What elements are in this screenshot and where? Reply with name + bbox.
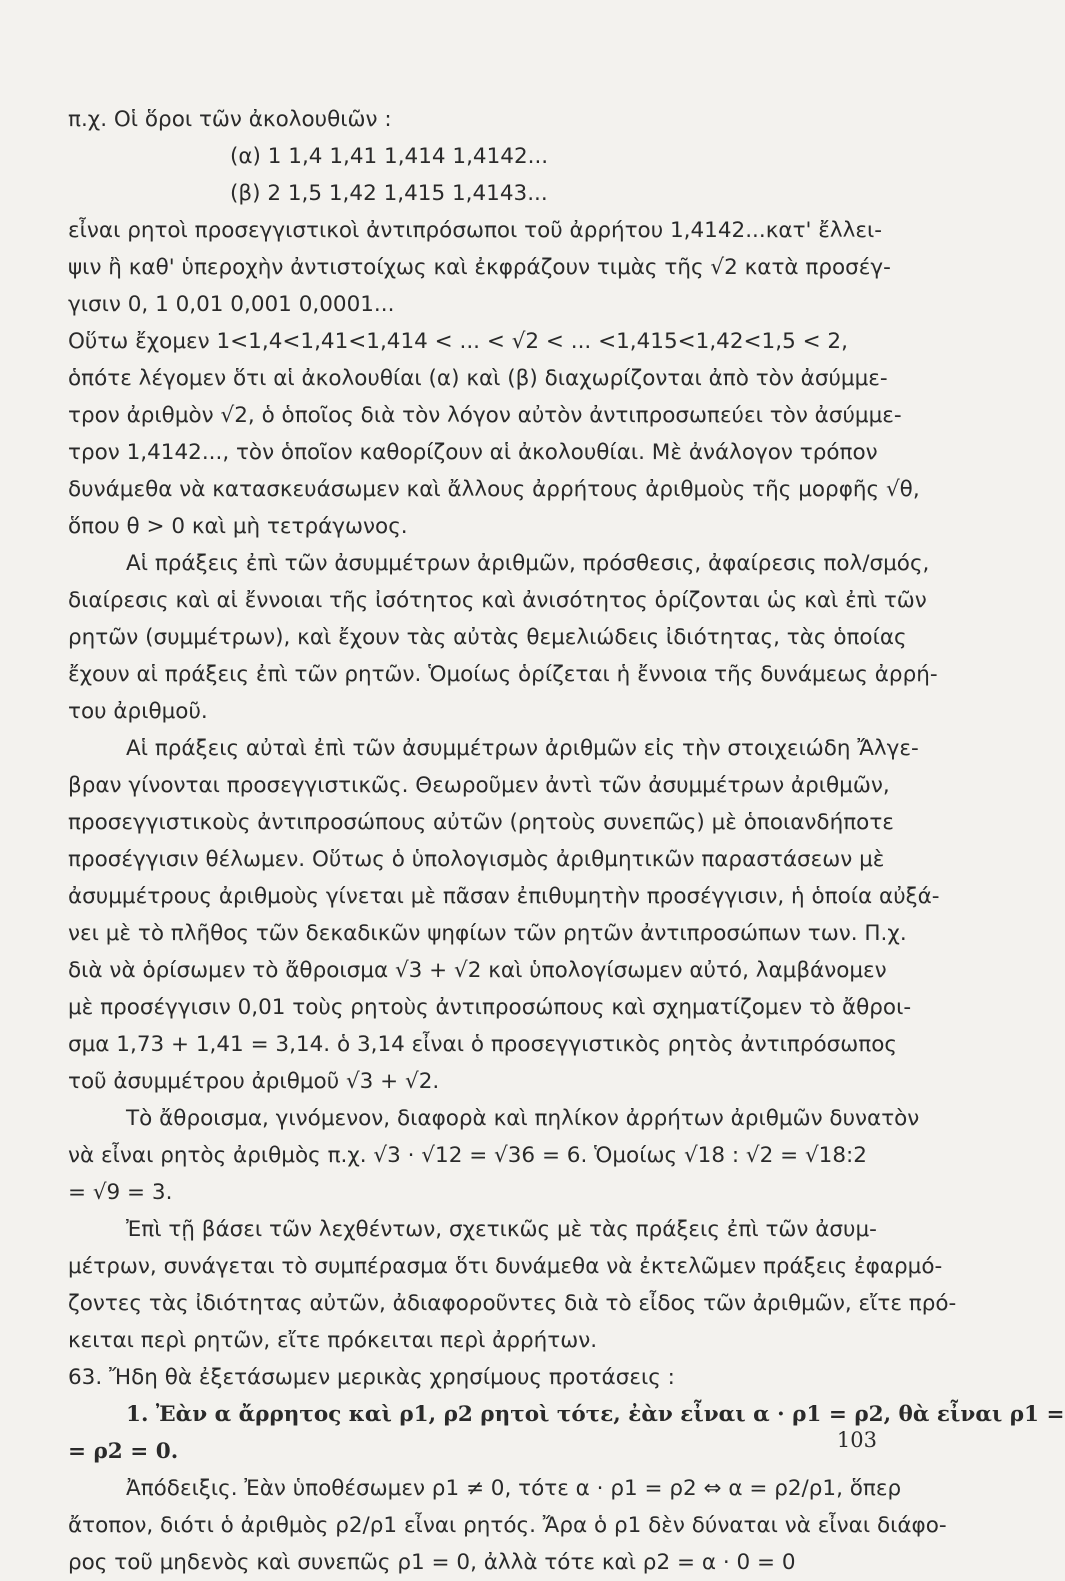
sequence-alpha: (α) 1 1,4 1,41 1,414 1,4142... bbox=[230, 144, 549, 169]
text-line: νὰ εἶναι ρητὸς ἀριθμὸς π.χ. √3 · √12 = √36 = 6. Ὁμοίως √18 : √2 = √18:2 bbox=[68, 1143, 867, 1168]
text-line: ψιν ἢ καθ' ὑπεροχὴν ἀντιστοίχως καὶ ἐκφράζουν τιμὰς τῆς √2 κατὰ προσέγ- bbox=[68, 255, 891, 280]
text-line: τρον ἀριθμὸν √2, ὁ ὁποῖος διὰ τὸν λόγον αὐτὸν ἀντιπροσωπεύει τὸν ἀσύμμε- bbox=[68, 403, 902, 428]
paragraph-start: Αἱ πράξεις ἐπὶ τῶν ἀσυμμέτρων ἀριθμῶν, πρόσθεσις, ἀφαίρεσις πολ/σμός, bbox=[126, 551, 930, 576]
paragraph-start: Αἱ πράξεις αὐταὶ ἐπὶ τῶν ἀσυμμέτρων ἀριθμῶν εἰς τὴν στοιχειώδη Ἄλγε- bbox=[126, 736, 919, 761]
text-line: = √9 = 3. bbox=[68, 1180, 173, 1205]
text-line: νει μὲ τὸ πλῆθος τῶν δεκαδικῶν ψηφίων τῶν ρητῶν ἀντιπροσώπων των. Π.χ. bbox=[68, 921, 907, 946]
text-line: μὲ προσέγγισιν 0,01 τοὺς ρητοὺς ἀντιπροσώπους καὶ σχηματίζομεν τὸ ἄθροι- bbox=[68, 995, 912, 1020]
section-heading: 63. Ἤδη θὰ ἐξετάσωμεν μερικὰς χρησίμους προτάσεις : bbox=[68, 1365, 675, 1390]
text-line: σμα 1,73 + 1,41 = 3,14. ὁ 3,14 εἶναι ὁ προσεγγιστικὸς ρητὸς ἀντιπρόσωπος bbox=[68, 1032, 897, 1057]
text-line: του ἀριθμοῦ. bbox=[68, 699, 208, 724]
text-line: εἶναι ρητοὶ προσεγγιστικοὶ ἀντιπρόσωποι τοῦ ἀρρήτου 1,4142...κατ' ἔλλει- bbox=[68, 218, 882, 243]
text-line: ἀσυμμέτρους ἀριθμοὺς γίνεται μὲ πᾶσαν ἐπιθυμητὴν προσέγγισιν, ἡ ὁποία αὐξά- bbox=[68, 884, 940, 909]
text-line: τρον 1,4142..., τὸν ὁποῖον καθορίζουν αἱ ἀκολουθίαι. Μὲ ἀνάλογον τρόπον bbox=[68, 440, 878, 465]
text-line: μέτρων, συνάγεται τὸ συμπέρασμα ὅτι δυνάμεθα νὰ ἐκτελῶμεν πράξεις ἐφαρμό- bbox=[68, 1254, 943, 1279]
text-line: ζοντες τὰς ἰδιότητας αὐτῶν, ἀδιαφοροῦντες διὰ τὸ εἶδος τῶν ἀριθμῶν, εἴτε πρό- bbox=[68, 1291, 957, 1316]
text-line: βραν γίνονται προσεγγιστικῶς. Θεωροῦμεν ἀντὶ τῶν ἀσυμμέτρων ἀριθμῶν, bbox=[68, 773, 890, 798]
page-number: 103 bbox=[836, 1428, 877, 1452]
text-line: προσεγγιστικοὺς ἀντιπροσώπους αὐτῶν (ρητοὺς συνεπῶς) μὲ ὁποιανδήποτε bbox=[68, 810, 894, 835]
proposition-statement-cont: = ρ2 = 0. bbox=[68, 1439, 179, 1464]
paragraph-start: Ἐπὶ τῇ βάσει τῶν λεχθέντων, σχετικῶς μὲ τὰς πράξεις ἐπὶ τῶν ἀσυμ- bbox=[126, 1217, 877, 1242]
text-line: ἔχουν αἱ πράξεις ἐπὶ τῶν ρητῶν. Ὁμοίως ὁρίζεται ἡ ἔννοια τῆς δυνάμεως ἀρρή- bbox=[68, 662, 938, 687]
paragraph-start: Τὸ ἄθροισμα, γινόμενον, διαφορὰ καὶ πηλίκον ἀρρήτων ἀριθμῶν δυνατὸν bbox=[126, 1106, 920, 1131]
page-text bbox=[68, 101, 1065, 1581]
sequence-beta: (β) 2 1,5 1,42 1,415 1,4143... bbox=[230, 181, 548, 206]
text-line: διὰ νὰ ὁρίσωμεν τὸ ἄθροισμα √3 + √2 καὶ ὑπολογίσωμεν αὐτό, λαμβάνομεν bbox=[68, 958, 887, 983]
text-line: προσέγγισιν θέλωμεν. Οὕτως ὁ ὑπολογισμὸς ἀριθμητικῶν παραστάσεων μὲ bbox=[68, 847, 885, 872]
proof-line: ἄτοπον, διότι ὁ ἀριθμὸς ρ2/ρ1 εἶναι ρητός. Ἄρα ὁ ρ1 δὲν δύναται νὰ εἶναι διάφο- bbox=[68, 1513, 947, 1538]
text-line: ρητῶν (συμμέτρων), καὶ ἔχουν τὰς αὐτὰς θεμελιώδεις ἰδιότητας, τὰς ὁποίας bbox=[68, 625, 907, 650]
text-line: π.χ. Οἱ ὅροι τῶν ἀκολουθιῶν : bbox=[68, 107, 392, 132]
proposition-statement: 1. Ἐὰν α ἄρρητος καὶ ρ1, ρ2 ρητοὶ τότε, ἐὰν εἶναι α · ρ1 = ρ2, θὰ εἶναι ρ1 = bbox=[126, 1402, 1065, 1427]
proof-line: ρος τοῦ μηδενὸς καὶ συνεπῶς ρ1 = 0, ἀλλὰ τότε καὶ ρ2 = α · 0 = 0 bbox=[68, 1550, 796, 1575]
text-line: γισιν 0, 1 0,01 0,001 0,0001... bbox=[68, 292, 395, 317]
text-line: διαίρεσις καὶ αἱ ἔννοιαι τῆς ἰσότητος καὶ ἀνισότητος ὁρίζονται ὡς καὶ ἐπὶ τῶν bbox=[68, 588, 927, 613]
inequality-line: Οὕτω ἔχομεν 1<1,4<1,41<1,414 < ... < √2 < ... <1,415<1,42<1,5 < 2, bbox=[68, 329, 848, 354]
text-line: δυνάμεθα νὰ κατασκευάσωμεν καὶ ἄλλους ἀρρήτους ἀριθμοὺς τῆς μορφῆς √θ, bbox=[68, 477, 920, 502]
text-line: ὅπου θ > 0 καὶ μὴ τετράγωνος. bbox=[68, 514, 408, 539]
proof-line: Ἀπόδειξις. Ἐὰν ὑποθέσωμεν ρ1 ≠ 0, τότε α · ρ1 = ρ2 ⇔ α = ρ2/ρ1, ὅπερ bbox=[126, 1476, 902, 1501]
text-line: τοῦ ἀσυμμέτρου ἀριθμοῦ √3 + √2. bbox=[68, 1069, 440, 1094]
text-line: κειται περὶ ρητῶν, εἴτε πρόκειται περὶ ἀρρήτων. bbox=[68, 1328, 598, 1353]
text-line: ὁπότε λέγομεν ὅτι αἱ ἀκολουθίαι (α) καὶ (β) διαχωρίζονται ἀπὸ τὸν ἀσύμμε- bbox=[68, 366, 888, 391]
